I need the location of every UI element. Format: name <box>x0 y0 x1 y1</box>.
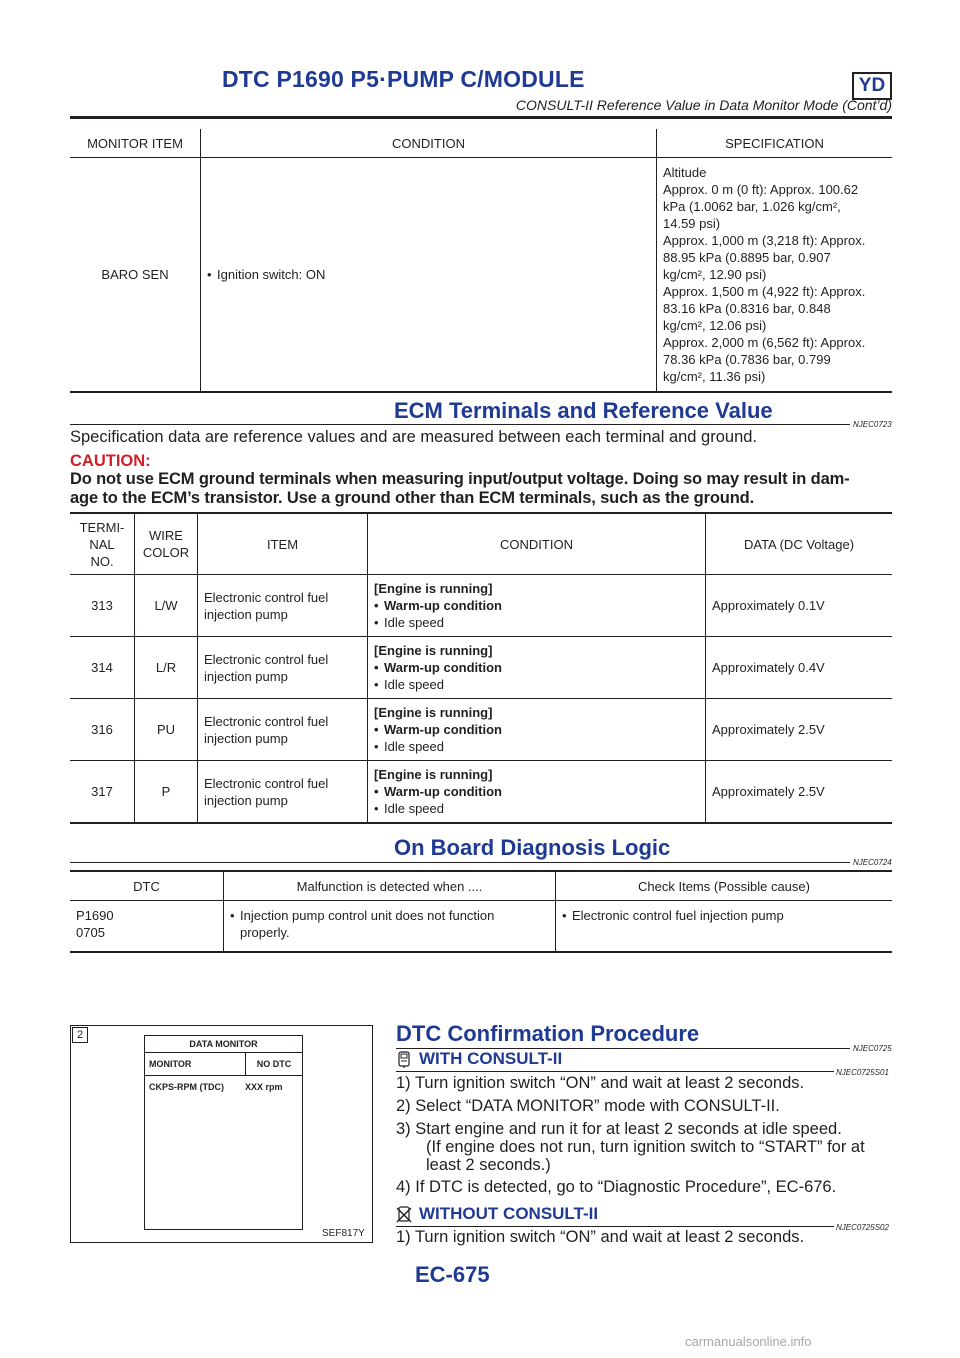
screen-row-value: XXX rpm <box>245 1082 283 1092</box>
bullet: • <box>562 908 567 923</box>
without-consult-heading: WITHOUT CONSULT-II <box>419 1204 599 1223</box>
table-row <box>70 575 892 637</box>
item: Electronic control fuel injection pump <box>198 575 368 637</box>
bullet: • <box>374 660 379 675</box>
col-item: ITEM <box>198 513 368 575</box>
col-condition: CONDITION <box>368 513 706 575</box>
monitor-specification: Altitude Approx. 0 m (0 ft): Approx. 100.62 kPa (1.0062 bar, 1.026 kg/cm², 14.59 psi) Approx. 1,000 m (3,218 ft): Approx. 88.95 kPa (0.8895 bar, 0.907 kg/cm², 12.90 psi) Approx. 1,500 m (4,922 ft): Approx. 83.16 kPa (0.8316 bar, 0.848 kg/cm², 12.06 psi) Approx. 2,000 m (6,562 ft): Approx. 78.36 kPa (0.7836 bar, 0.799 kg/cm², 11.36 psi) <box>657 158 893 393</box>
watermark: carmanualsonline.info <box>685 1334 812 1349</box>
col-monitor-item: MONITOR ITEM <box>70 129 201 158</box>
caution-line-1: Do not use ECM ground terminals when measuring input/output voltage. Doing so may result in dam- <box>70 470 850 488</box>
terminal-no: 314 <box>70 637 135 699</box>
with-consult-heading: WITH CONSULT-II <box>419 1049 563 1068</box>
step-3: 3) Start engine and run it for at least 2 seconds at idle speed. <box>396 1120 842 1138</box>
condition: [Engine is running] • Warm-up condition • Idle speed <box>368 637 706 699</box>
table-row <box>70 901 892 953</box>
screen-col-monitor: MONITOR <box>145 1053 246 1075</box>
monitor-item: BARO SEN <box>70 158 201 393</box>
bullet: • <box>374 722 379 737</box>
figure-ref: SEF817Y <box>322 1228 365 1239</box>
col-wire-color: WIRE COLOR <box>135 513 198 575</box>
col-dtc: DTC <box>70 871 224 901</box>
page-header-subtitle: CONSULT-II Reference Value in Data Monitor Mode (Cont’d) <box>515 97 892 113</box>
header-rule <box>70 116 892 119</box>
ecm-section-code: NJEC0723 <box>853 420 892 429</box>
condition: [Engine is running] • Warm-up condition • Idle speed <box>368 699 706 761</box>
bullet: • <box>374 801 379 816</box>
data-voltage: Approximately 2.5V <box>706 699 893 761</box>
monitor-table <box>70 129 892 393</box>
data-voltage: Approximately 0.4V <box>706 637 893 699</box>
terminal-no: 313 <box>70 575 135 637</box>
condition: [Engine is running] • Warm-up condition • Idle speed <box>368 761 706 824</box>
screen-header <box>145 1053 302 1076</box>
check-item: • Electronic control fuel injection pump <box>556 901 893 953</box>
section-rule <box>396 1071 834 1072</box>
screen-row-label: CKPS-RPM (TDC) <box>149 1082 224 1092</box>
bullet: • <box>230 908 235 923</box>
table-row <box>70 761 892 824</box>
item: Electronic control fuel injection pump <box>198 761 368 824</box>
consult-screen <box>144 1035 303 1230</box>
table-row <box>70 699 892 761</box>
col-malfunction: Malfunction is detected when .... <box>224 871 556 901</box>
bullet: • <box>207 267 212 282</box>
data-voltage: Approximately 0.1V <box>706 575 893 637</box>
caution-line-2: age to the ECM’s transistor. Use a ground other than ECM terminals, such as the ground. <box>70 489 755 507</box>
table-row <box>70 637 892 699</box>
bullet: • <box>374 598 379 613</box>
step-3-cont: (If engine does not run, turn ignition switch to “START” for at <box>426 1138 865 1156</box>
no-consult-tool-icon <box>396 1206 412 1224</box>
col-condition: CONDITION <box>201 129 657 158</box>
obd-logic-table <box>70 870 892 953</box>
monitor-condition: • Ignition switch: ON <box>201 158 657 393</box>
section-rule <box>70 862 850 863</box>
step-4: 4) If DTC is detected, go to “Diagnostic Procedure”, EC-676. <box>396 1178 837 1196</box>
page-number: EC-675 <box>415 1262 490 1287</box>
terminal-no: 317 <box>70 761 135 824</box>
item: Electronic control fuel injection pump <box>198 637 368 699</box>
terminal-no: 316 <box>70 699 135 761</box>
bullet: • <box>374 739 379 754</box>
bullet: • <box>374 677 379 692</box>
ecm-section-title: ECM Terminals and Reference Value <box>394 398 773 423</box>
wire-color: L/W <box>135 575 198 637</box>
ecm-terminal-table <box>70 512 892 824</box>
col-specification: SPECIFICATION <box>657 129 893 158</box>
figure-number: 2 <box>72 1027 88 1043</box>
dtc-code: P1690 0705 <box>70 901 224 953</box>
obd-section-code: NJEC0724 <box>853 858 892 867</box>
section-rule <box>70 424 850 425</box>
item: Electronic control fuel injection pump <box>198 699 368 761</box>
bullet: • <box>374 784 379 799</box>
col-data: DATA (DC Voltage) <box>706 513 893 575</box>
caution-label: CAUTION: <box>70 452 151 470</box>
without-consult-code: NJEC0725S02 <box>836 1223 889 1232</box>
malfunction: • Injection pump control unit does not function properly. <box>224 901 556 953</box>
step-2: 2) Select “DATA MONITOR” mode with CONSULT-II. <box>396 1097 780 1115</box>
col-terminal-no: TERMI- NAL NO. <box>70 513 135 575</box>
page-header-title: DTC P1690 P5·PUMP C/MODULE <box>222 66 585 92</box>
consult-tool-icon <box>396 1051 412 1069</box>
engine-badge: YD <box>852 72 892 100</box>
screen-title: DATA MONITOR <box>145 1036 302 1053</box>
obd-section-title: On Board Diagnosis Logic <box>394 835 671 860</box>
wire-color: L/R <box>135 637 198 699</box>
step-3-cont-2: least 2 seconds.) <box>426 1156 551 1174</box>
with-consult-code: NJEC0725S01 <box>836 1068 889 1077</box>
bullet: • <box>374 615 379 630</box>
data-voltage: Approximately 2.5V <box>706 761 893 824</box>
dtc-conf-code: NJEC0725 <box>853 1044 892 1053</box>
step-1: 1) Turn ignition switch “ON” and wait at least 2 seconds. <box>396 1074 805 1092</box>
wire-color: PU <box>135 699 198 761</box>
condition: [Engine is running] • Warm-up condition • Idle speed <box>368 575 706 637</box>
ecm-intro: Specification data are reference values and are measured between each terminal and ground. <box>70 428 758 446</box>
dtc-conf-title: DTC Confirmation Procedure <box>396 1021 700 1046</box>
wire-color: P <box>135 761 198 824</box>
col-check-items: Check Items (Possible cause) <box>556 871 893 901</box>
screen-row <box>145 1076 302 1098</box>
screen-col-nodtc: NO DTC <box>256 1059 292 1069</box>
without-step-1: 1) Turn ignition switch “ON” and wait at least 2 seconds. <box>396 1228 805 1246</box>
